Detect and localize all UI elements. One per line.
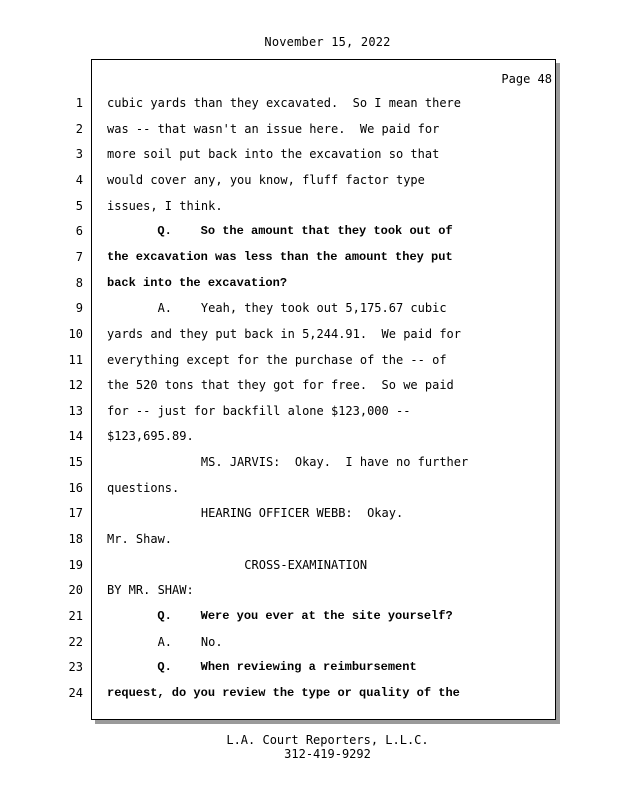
- line-number: 1: [75, 96, 83, 110]
- line-number: 16: [68, 481, 83, 495]
- line-text: for -- just for backfill alone $123,000 --: [107, 404, 411, 418]
- line-number: 7: [75, 250, 83, 264]
- line-text: CROSS-EXAMINATION: [107, 558, 368, 572]
- line-text: the 520 tons that they got for free. So we paid: [107, 378, 454, 392]
- line-number: 4: [75, 173, 83, 187]
- line-number: 14: [68, 429, 83, 443]
- line-text: would cover any, you know, fluff factor type: [107, 173, 425, 187]
- line-number: 19: [68, 558, 83, 572]
- line-text: issues, I think.: [107, 199, 223, 213]
- line-text: Mr. Shaw.: [107, 532, 173, 546]
- line-number: 15: [68, 455, 83, 469]
- line-text: yards and they put back in 5,244.91. We paid for: [107, 327, 462, 341]
- reporter-phone: 312-419-9292: [284, 747, 371, 761]
- line-text: more soil put back into the excavation so that: [107, 147, 440, 161]
- line-number: 18: [68, 532, 83, 546]
- line-text: A. Yeah, they took out 5,175.67 cubic: [107, 301, 447, 315]
- line-text: request, do you review the type or quality of the: [107, 686, 460, 700]
- line-text: everything except for the purchase of the -- of: [107, 353, 447, 367]
- line-text: $123,695.89.: [107, 429, 194, 443]
- line-text: Q. Were you ever at the site yourself?: [107, 609, 453, 623]
- line-number: 20: [68, 583, 83, 597]
- line-number: 8: [75, 276, 83, 290]
- page-number: Page 48: [501, 72, 552, 86]
- line-number: 10: [68, 327, 83, 341]
- line-number: 2: [75, 122, 83, 136]
- line-number: 17: [68, 506, 83, 520]
- line-number: 5: [75, 199, 83, 213]
- line-text: back into the excavation?: [107, 276, 288, 290]
- line-text: was -- that wasn't an issue here. We paid for: [107, 122, 440, 136]
- line-text: questions.: [107, 481, 180, 495]
- line-text: HEARING OFFICER WEBB: Okay.: [107, 506, 404, 520]
- transcript-date: November 15, 2022: [264, 35, 391, 49]
- footer: [0, 733, 618, 761]
- line-text: BY MR. SHAW:: [107, 583, 194, 597]
- line-number: 22: [68, 635, 83, 649]
- line-text: Q. When reviewing a reimbursement: [107, 660, 417, 674]
- line-text: Q. So the amount that they took out of: [107, 224, 453, 238]
- line-number: 21: [68, 609, 83, 623]
- line-number: 12: [68, 378, 83, 392]
- line-number: 23: [68, 660, 83, 674]
- line-text: the excavation was less than the amount they put: [107, 250, 453, 264]
- line-number: 3: [75, 147, 83, 161]
- line-text: cubic yards than they excavated. So I mean there: [107, 96, 462, 110]
- line-text: A. No.: [107, 635, 223, 649]
- line-number: 9: [75, 301, 83, 315]
- line-text: MS. JARVIS: Okay. I have no further: [107, 455, 469, 469]
- line-number: 13: [68, 404, 83, 418]
- line-number: 24: [68, 686, 83, 700]
- line-number: 11: [68, 353, 83, 367]
- line-number: 6: [75, 224, 83, 238]
- reporter-company: L.A. Court Reporters, L.L.C.: [226, 733, 429, 747]
